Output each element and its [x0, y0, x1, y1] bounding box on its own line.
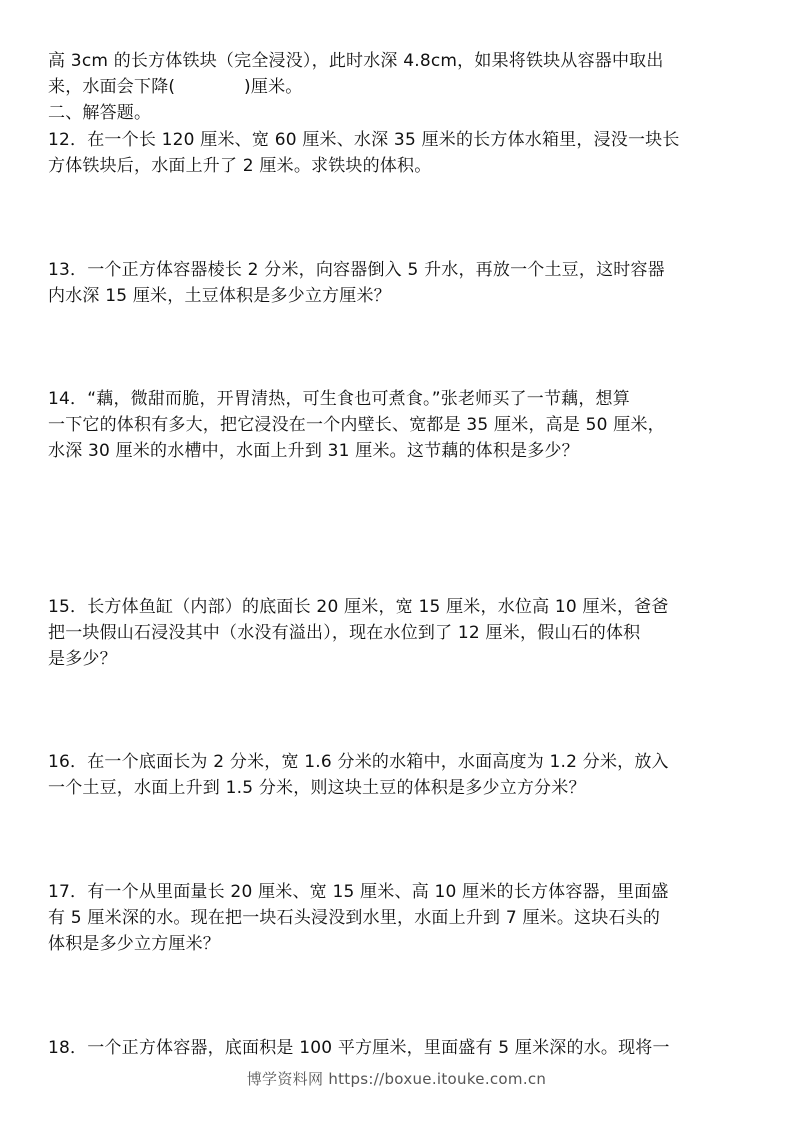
question-14-line-2: 一下它的体积有多大，把它浸没在一个内壁长、宽都是 35 厘米，高是 50 厘米，	[48, 415, 665, 435]
question-15-line-3: 是多少？	[48, 649, 117, 669]
question-16-line-2: 一个土豆，水面上升到 1.5 分米，则这块土豆的体积是多少立方分米？	[48, 778, 586, 798]
question-15-line-1: 15．长方体鱼缸（内部）的底面长 20 厘米，宽 15 厘米，水位高 10 厘米，爸爸	[48, 597, 669, 617]
question-14-line-3: 水深 30 厘米的水槽中，水面上升到 31 厘米。这节藕的体积是多少？	[48, 441, 579, 461]
question-18-line-1: 18．一个正方体容器，底面积是 100 平方厘米，里面盛有 5 厘米深的水。现将一	[48, 1038, 670, 1058]
question-12-line-1: 12．在一个长 120 厘米、宽 60 厘米、水深 35 厘米的长方体水箱里，浸没一块长	[48, 130, 680, 150]
question-17-line-1: 17．有一个从里面量长 20 厘米、宽 15 厘米、高 10 厘米的长方体容器，里面盛	[48, 882, 669, 902]
question-17-line-2: 有 5 厘米深的水。现在把一块石头浸没到水里，水面上升到 7 厘米。这块石头的	[48, 908, 661, 928]
continuation-line-2: 来，水面会下降( )厘米。	[48, 77, 303, 97]
question-15-line-2: 把一块假山石浸没其中（水没有溢出），现在水位到了 12 厘米，假山石的体积	[48, 623, 641, 643]
question-13-line-2: 内水深 15 厘米，土豆体积是多少立方厘米？	[48, 286, 391, 306]
footer-watermark-text: 博学资料网 https://boxue.itouke.com.cn	[246, 1070, 547, 1088]
question-13-line-1: 13．一个正方体容器棱长 2 分米，向容器倒入 5 升水，再放一个土豆，这时容器	[48, 260, 665, 280]
question-12-line-2: 方体铁块后，水面上升了 2 厘米。求铁块的体积。	[48, 156, 432, 176]
section-heading: 二、解答题。	[48, 103, 152, 123]
question-16-line-1: 16．在一个底面长为 2 分米，宽 1.6 分米的水箱中，水面高度为 1.2 分米，放入	[48, 752, 669, 772]
question-14-line-1: 14．“藕，微甜而脆，开胃清热，可生食也可煮食。”张老师买了一节藕，想算	[48, 389, 630, 409]
question-17-line-3: 体积是多少立方厘米？	[48, 934, 220, 954]
continuation-line-1: 高 3cm 的长方体铁块（完全浸没），此时水深 4.8cm，如果将铁块从容器中取出	[48, 51, 664, 71]
